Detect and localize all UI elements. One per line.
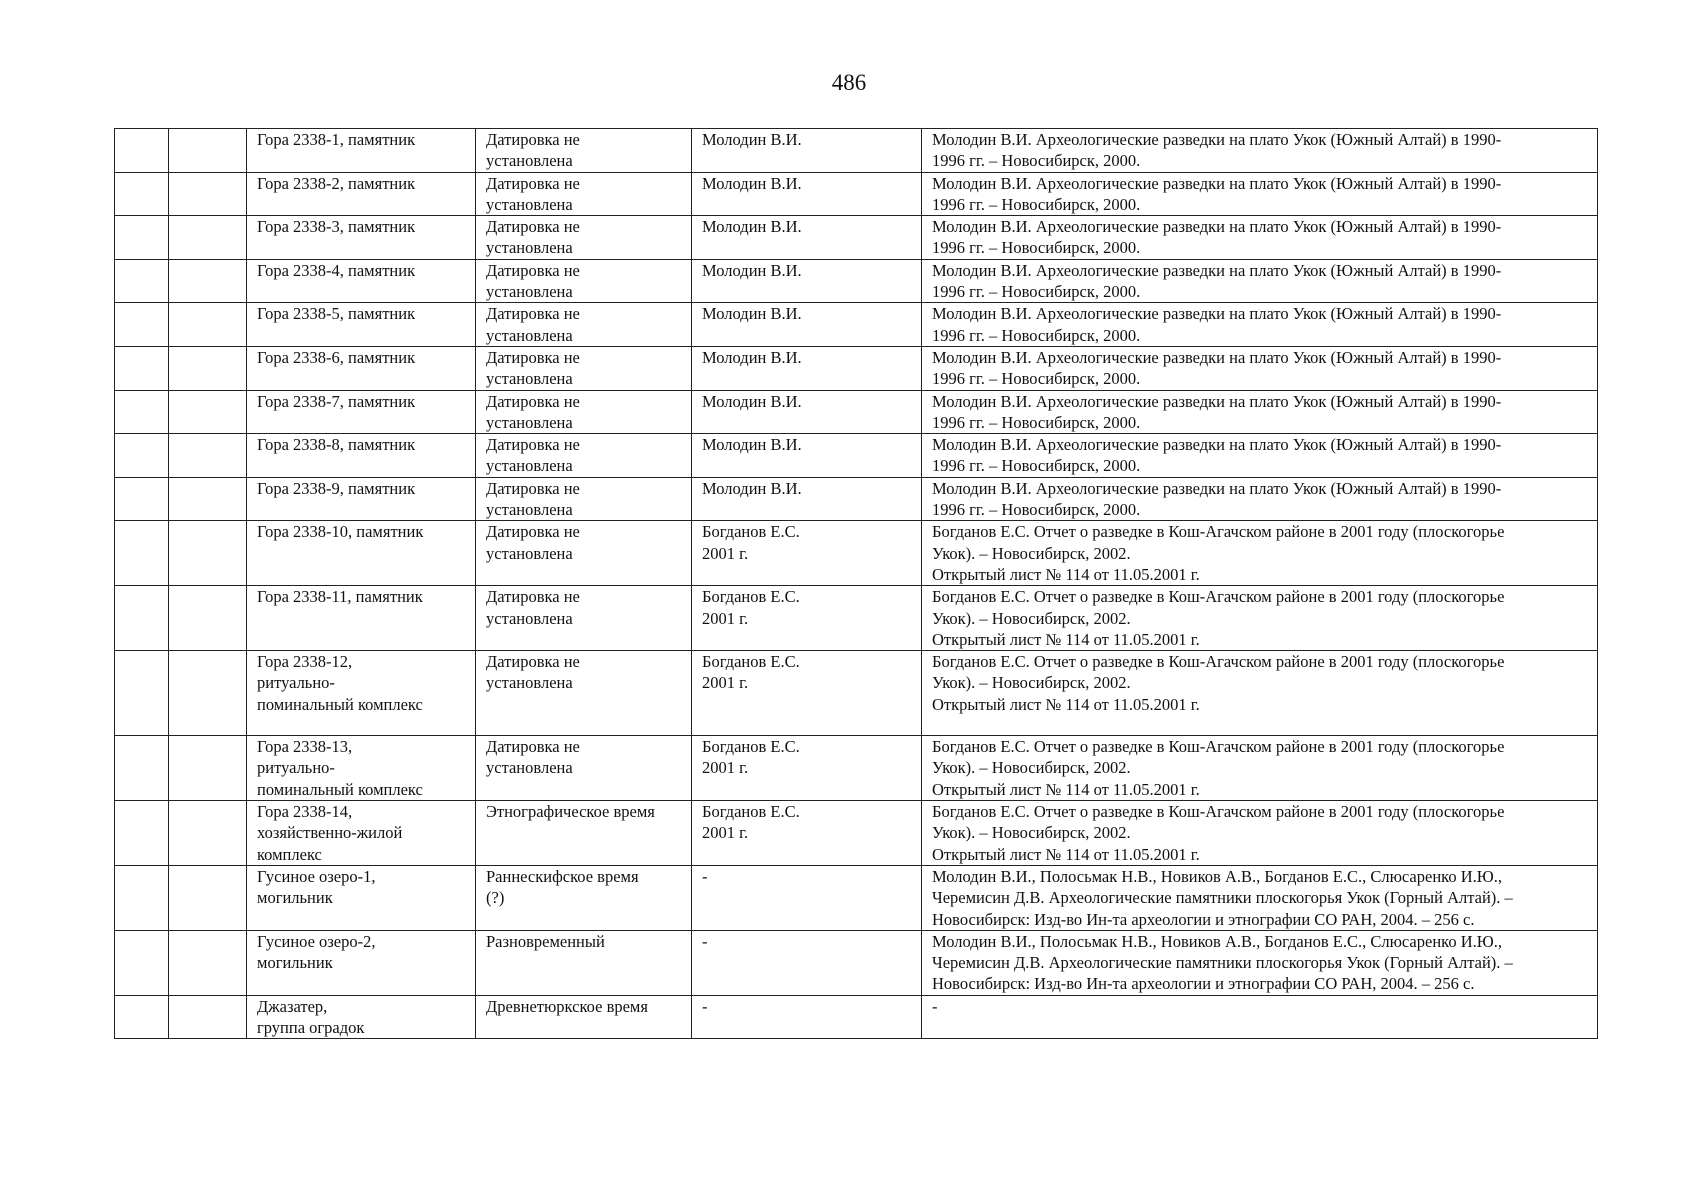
cell-source: Молодин В.И. Археологические разведки на плато Укок (Южный Алтай) в 1990- 1996 гг. – Новосибирск, 2000. <box>922 303 1598 347</box>
table-row <box>115 259 1598 303</box>
cell-dating: Древнетюркское время <box>476 995 692 1039</box>
cell-empty-1 <box>115 303 169 347</box>
cell-author: Богданов Е.С. 2001 г. <box>692 801 922 866</box>
cell-author: Молодин В.И. <box>692 434 922 478</box>
cell-empty-1 <box>115 995 169 1039</box>
cell-author: Молодин В.И. <box>692 216 922 260</box>
cell-empty-1 <box>115 259 169 303</box>
table-row <box>115 521 1598 586</box>
cell-empty-2 <box>169 434 247 478</box>
cell-monument-name: Гора 2338-14, хозяйственно-жилой комплекс <box>247 801 476 866</box>
cell-monument-name: Гусиное озеро-2, могильник <box>247 930 476 995</box>
cell-source: Молодин В.И. Археологические разведки на плато Укок (Южный Алтай) в 1990- 1996 гг. – Новосибирск, 2000. <box>922 434 1598 478</box>
cell-empty-1 <box>115 434 169 478</box>
cell-dating: Раннескифское время (?) <box>476 865 692 930</box>
cell-source: Богданов Е.С. Отчет о разведке в Кош-Агачском районе в 2001 году (плоскогорье Укок). – Новосибирск, 2002. Открытый лист № 114 от 11.05.2001 г. <box>922 651 1598 736</box>
table-row <box>115 736 1598 801</box>
cell-monument-name: Гусиное озеро-1, могильник <box>247 865 476 930</box>
cell-source: Молодин В.И. Археологические разведки на плато Укок (Южный Алтай) в 1990- 1996 гг. – Новосибирск, 2000. <box>922 390 1598 434</box>
table-body <box>115 129 1598 1039</box>
cell-empty-2 <box>169 930 247 995</box>
cell-monument-name: Гора 2338-7, памятник <box>247 390 476 434</box>
cell-dating: Этнографическое время <box>476 801 692 866</box>
cell-empty-2 <box>169 477 247 521</box>
table-row <box>115 586 1598 651</box>
cell-source: Молодин В.И. Археологические разведки на плато Укок (Южный Алтай) в 1990- 1996 гг. – Новосибирск, 2000. <box>922 346 1598 390</box>
cell-author: - <box>692 865 922 930</box>
cell-source: Молодин В.И. Археологические разведки на плато Укок (Южный Алтай) в 1990- 1996 гг. – Новосибирск, 2000. <box>922 259 1598 303</box>
cell-dating: Датировка не установлена <box>476 390 692 434</box>
cell-dating: Датировка не установлена <box>476 259 692 303</box>
cell-monument-name: Гора 2338-12, ритуально- поминальный комплекс <box>247 651 476 736</box>
cell-empty-2 <box>169 129 247 173</box>
cell-dating: Датировка не установлена <box>476 521 692 586</box>
cell-source: Богданов Е.С. Отчет о разведке в Кош-Агачском районе в 2001 году (плоскогорье Укок). – Новосибирск, 2002. Открытый лист № 114 от 11.05.2001 г. <box>922 801 1598 866</box>
cell-dating: Датировка не установлена <box>476 477 692 521</box>
table-row <box>115 930 1598 995</box>
cell-empty-2 <box>169 736 247 801</box>
cell-source: Богданов Е.С. Отчет о разведке в Кош-Агачском районе в 2001 году (плоскогорье Укок). – Новосибирск, 2002. Открытый лист № 114 от 11.05.2001 г. <box>922 586 1598 651</box>
cell-author: Молодин В.И. <box>692 346 922 390</box>
cell-empty-1 <box>115 651 169 736</box>
table-row <box>115 172 1598 216</box>
cell-monument-name: Гора 2338-5, памятник <box>247 303 476 347</box>
cell-empty-1 <box>115 736 169 801</box>
cell-empty-2 <box>169 346 247 390</box>
cell-author: - <box>692 995 922 1039</box>
table-row <box>115 303 1598 347</box>
cell-author: Богданов Е.С. 2001 г. <box>692 736 922 801</box>
cell-empty-2 <box>169 172 247 216</box>
cell-source: - <box>922 995 1598 1039</box>
cell-monument-name: Гора 2338-13, ритуально- поминальный комплекс <box>247 736 476 801</box>
cell-monument-name: Гора 2338-9, памятник <box>247 477 476 521</box>
cell-author: Молодин В.И. <box>692 129 922 173</box>
cell-empty-1 <box>115 346 169 390</box>
cell-author: Молодин В.И. <box>692 477 922 521</box>
cell-empty-2 <box>169 303 247 347</box>
cell-empty-1 <box>115 390 169 434</box>
table-row <box>115 477 1598 521</box>
cell-empty-1 <box>115 521 169 586</box>
table-row <box>115 346 1598 390</box>
cell-monument-name: Гора 2338-6, памятник <box>247 346 476 390</box>
cell-dating: Датировка не установлена <box>476 216 692 260</box>
cell-author: Богданов Е.С. 2001 г. <box>692 586 922 651</box>
cell-empty-1 <box>115 129 169 173</box>
cell-empty-2 <box>169 995 247 1039</box>
table-row <box>115 434 1598 478</box>
page-number: 486 <box>831 70 867 95</box>
table-row <box>115 216 1598 260</box>
cell-source: Богданов Е.С. Отчет о разведке в Кош-Агачском районе в 2001 году (плоскогорье Укок). – Новосибирск, 2002. Открытый лист № 114 от 11.05.2001 г. <box>922 521 1598 586</box>
cell-dating: Датировка не установлена <box>476 736 692 801</box>
cell-empty-2 <box>169 586 247 651</box>
cell-monument-name: Гора 2338-3, памятник <box>247 216 476 260</box>
cell-empty-1 <box>115 477 169 521</box>
cell-monument-name: Гора 2338-4, памятник <box>247 259 476 303</box>
cell-source: Молодин В.И., Полосьмак Н.В., Новиков А.В., Богданов Е.С., Слюсаренко И.Ю., Черемисин Д.В. Археологические памятники плоскогорья Укок (Горный Алтай). – Новосибирск: Изд-во Ин-та археологии и этнографии СО РАН, 2004. – 256 с. <box>922 865 1598 930</box>
monuments-table <box>114 128 1598 1039</box>
cell-empty-2 <box>169 216 247 260</box>
cell-author: Молодин В.И. <box>692 172 922 216</box>
cell-empty-2 <box>169 801 247 866</box>
table-row <box>115 865 1598 930</box>
cell-monument-name: Гора 2338-1, памятник <box>247 129 476 173</box>
cell-empty-2 <box>169 390 247 434</box>
cell-monument-name: Джазатер, группа оградок <box>247 995 476 1039</box>
cell-author: Молодин В.И. <box>692 390 922 434</box>
cell-empty-2 <box>169 865 247 930</box>
cell-dating: Разновременный <box>476 930 692 995</box>
table-row <box>115 651 1598 736</box>
cell-dating: Датировка не установлена <box>476 129 692 173</box>
cell-dating: Датировка не установлена <box>476 303 692 347</box>
cell-empty-1 <box>115 172 169 216</box>
cell-dating: Датировка не установлена <box>476 586 692 651</box>
cell-source: Молодин В.И. Археологические разведки на плато Укок (Южный Алтай) в 1990- 1996 гг. – Новосибирск, 2000. <box>922 216 1598 260</box>
table-row <box>115 129 1598 173</box>
table-row <box>115 390 1598 434</box>
cell-monument-name: Гора 2338-8, памятник <box>247 434 476 478</box>
cell-empty-1 <box>115 801 169 866</box>
cell-author: Молодин В.И. <box>692 303 922 347</box>
cell-dating: Датировка не установлена <box>476 172 692 216</box>
cell-dating: Датировка не установлена <box>476 346 692 390</box>
cell-monument-name: Гора 2338-10, памятник <box>247 521 476 586</box>
cell-empty-2 <box>169 651 247 736</box>
cell-source: Богданов Е.С. Отчет о разведке в Кош-Агачском районе в 2001 году (плоскогорье Укок). – Новосибирск, 2002. Открытый лист № 114 от 11.05.2001 г. <box>922 736 1598 801</box>
table-row <box>115 801 1598 866</box>
cell-author: Молодин В.И. <box>692 259 922 303</box>
cell-empty-1 <box>115 586 169 651</box>
cell-author: - <box>692 930 922 995</box>
cell-monument-name: Гора 2338-2, памятник <box>247 172 476 216</box>
cell-empty-2 <box>169 521 247 586</box>
cell-author: Богданов Е.С. 2001 г. <box>692 651 922 736</box>
cell-empty-1 <box>115 930 169 995</box>
cell-monument-name: Гора 2338-11, памятник <box>247 586 476 651</box>
cell-author: Богданов Е.С. 2001 г. <box>692 521 922 586</box>
cell-source: Молодин В.И. Археологические разведки на плато Укок (Южный Алтай) в 1990- 1996 гг. – Новосибирск, 2000. <box>922 477 1598 521</box>
cell-source: Молодин В.И., Полосьмак Н.В., Новиков А.В., Богданов Е.С., Слюсаренко И.Ю., Черемисин Д.В. Археологические памятники плоскогорья Укок (Горный Алтай). – Новосибирск: Изд-во Ин-та археологии и этнографии СО РАН, 2004. – 256 с. <box>922 930 1598 995</box>
cell-dating: Датировка не установлена <box>476 434 692 478</box>
cell-empty-2 <box>169 259 247 303</box>
cell-dating: Датировка не установлена <box>476 651 692 736</box>
cell-source: Молодин В.И. Археологические разведки на плато Укок (Южный Алтай) в 1990- 1996 гг. – Новосибирск, 2000. <box>922 129 1598 173</box>
cell-empty-1 <box>115 865 169 930</box>
table-row <box>115 995 1598 1039</box>
cell-source: Молодин В.И. Археологические разведки на плато Укок (Южный Алтай) в 1990- 1996 гг. – Новосибирск, 2000. <box>922 172 1598 216</box>
cell-empty-1 <box>115 216 169 260</box>
